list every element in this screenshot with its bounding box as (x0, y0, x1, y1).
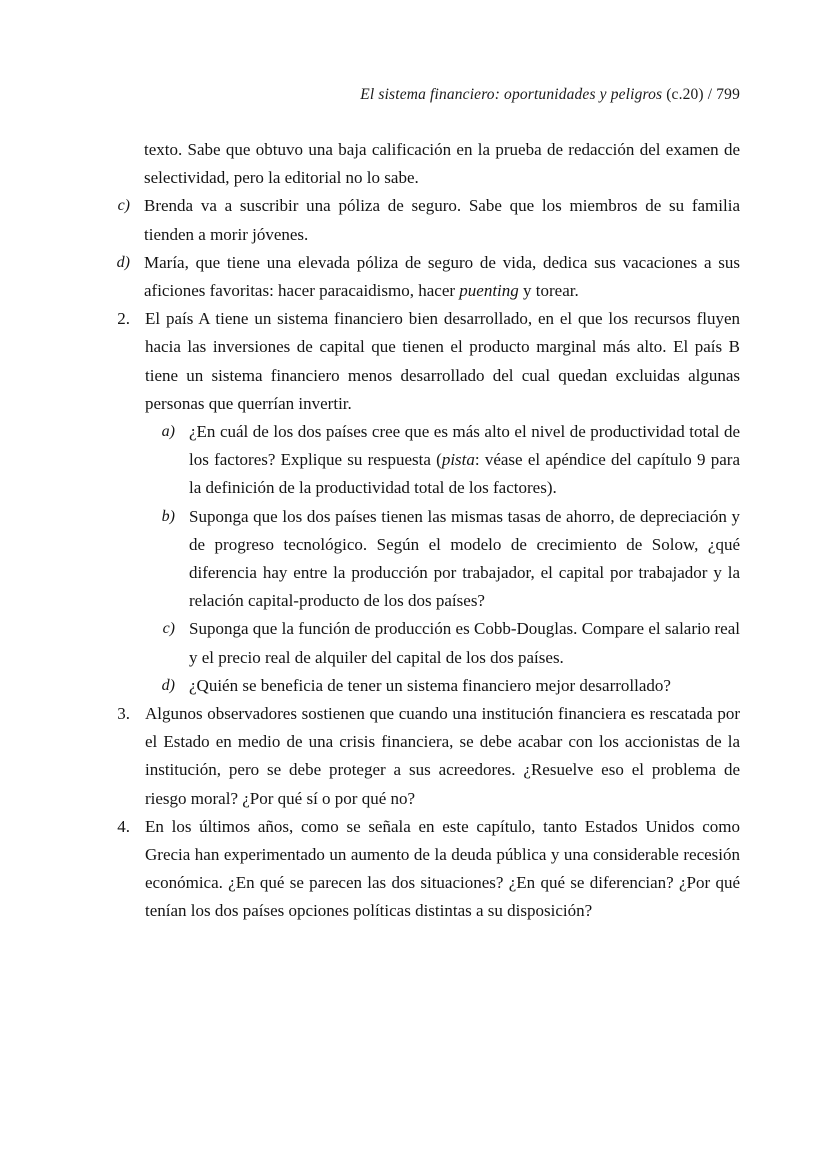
list-item-text: ¿Quién se beneficia de tener un sistema financiero mejor desarrollado? (189, 675, 671, 695)
exercise-list (100, 136, 740, 926)
list-item-text: Brenda va a suscribir una póliza de seguro. Sabe que los miembros de su familia tienden a morir jóvenes. (144, 196, 740, 244)
list-item (145, 672, 740, 700)
header-separator: / (707, 86, 713, 103)
list-item-text-before: ¿En cuál de los dos países cree que es más alto el nivel de productividad total de los factores? Explique su respuesta ( (189, 422, 740, 470)
list-item (145, 503, 740, 616)
list-item-text: Suponga que los dos países tienen las mismas tasas de ahorro, de depreciación y de progreso tecnológico. Según el modelo de crecimiento de Solow, ¿qué diferencia hay entre la producción por trabajador, el capital por trabajador y la relación capital-producto de los dos países? (189, 506, 740, 611)
running-header (100, 86, 740, 104)
list-item-emphasis: puenting (459, 281, 519, 301)
list-item-text-before: María, que tiene una elevada póliza de seguro de vida, dedica sus vacaciones a sus aficiones favoritas: hacer paracaidismo, hacer (144, 252, 740, 301)
page-number: 799 (716, 86, 740, 103)
numbered-item-marker: 2. (117, 309, 130, 329)
sub-list (145, 418, 740, 700)
list-item-marker: b) (161, 507, 175, 525)
list-item-text (189, 418, 740, 503)
numbered-item-marker: 3. (117, 704, 130, 724)
list-item (145, 615, 740, 671)
numbered-item-text: En los últimos años, como se señala en este capítulo, tanto Estados Unidos como Grecia han experimentado un aumento de la deuda pública y una considerable recesión económica. ¿En qué se parecen las dos situaciones? ¿En qué se diferencian? ¿Por qué tenían los dos países opciones políticas distintas a su disposición? (145, 816, 740, 921)
numbered-item-text: Algunos observadores sostienen que cuando una institución financiera es rescatada por el Estado en medio de una crisis financiera, se debe acabar con los accionistas de la institución, pero se debe proteger a sus acreedores. ¿Resuelve eso el problema de riesgo moral? ¿Por qué sí o por qué no? (145, 704, 740, 808)
list-item-emphasis: pista (441, 450, 475, 470)
list-item-marker: d) (161, 676, 175, 694)
list-item-text: Suponga que la función de producción es Cobb-Douglas. Compare el salario real y el precio real de alquiler del capital de los dos países. (189, 619, 740, 667)
list-item-marker: c) (162, 620, 175, 638)
numbered-item-2 (100, 305, 740, 700)
numbered-item-3 (100, 700, 740, 813)
numbered-item-text: El país A tiene un sistema financiero bien desarrollado, en el que los recursos fluyen hacia las inversiones de capital que tienen el producto marginal más alto. El país B tiene un sistema financiero menos desarrollado del cual quedan excluidas algunas personas que querrían invertir. (145, 309, 740, 413)
list-item (145, 418, 740, 503)
list-item (100, 249, 740, 305)
header-book-title: El sistema financiero: oportunidades y peligros (360, 86, 663, 103)
list-item-marker: d) (116, 253, 130, 271)
list-item-marker: c) (117, 197, 130, 215)
list-item-text (144, 249, 740, 305)
list-item-text-after: y torear. (518, 281, 579, 301)
list-item-marker: a) (161, 423, 175, 441)
header-chapter-ref: (c.20) (666, 86, 704, 103)
numbered-item-4 (100, 813, 740, 926)
continuation-paragraph: texto. Sabe que obtuvo una baja calificación en la prueba de redacción del examen de selectividad, pero la editorial no lo sabe. (144, 140, 740, 188)
list-item-text-after: : véase el apéndice del capítulo 9 para la definición de la productividad total de los factores). (189, 450, 740, 498)
list-item (100, 192, 740, 248)
numbered-item-marker: 4. (117, 816, 130, 836)
